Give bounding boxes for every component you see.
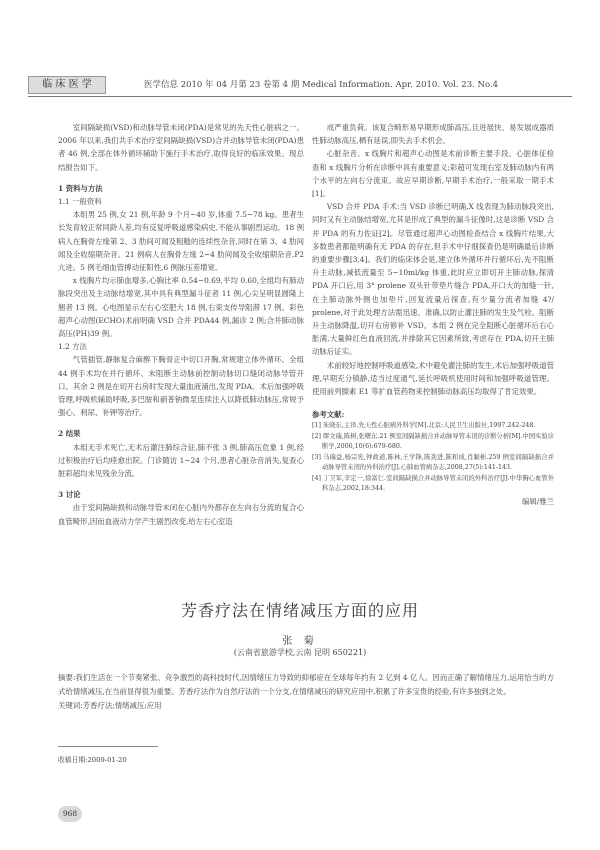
body-paragraph: 由于室间隔缺损和动脉导管未闭在心脏内外都存在左向右分流的复合心血管畸形,因而血液动力学产生剧烈改变,给左右心室造 <box>58 503 304 526</box>
body-paragraph: x 线胸片均示肺血增多,心胸比率 0.54~0.69,平均 0.60,全组均有肺动脉段突出及主动脉结增宽,其中具有典型漏斗征者 11 例,心尖呈明显圆隆上翘者 13 例。心电图显示左右心室肥大 18 例,右束支传导阻滞 17 例。彩色超声心动图(ECHO)术前明确 VSD 合并 PDA44 例,漏诊 2 例;合并肺动脉高压(PH)39 例。 <box>58 276 304 339</box>
body-paragraph: 本组无手术死亡,无术后灌注肺综合征,肺不张 3 例,肺高压危象 1 例,经过积极治疗后均痊愈出院。门诊随访 1~24 个月,患者心脏杂音消失,复查心脏彩超均未见残余分流。 <box>58 442 304 479</box>
article-author: 张 菊 <box>282 636 318 647</box>
editor-credit: 编辑/雅兰 <box>521 496 554 506</box>
body-paragraph: 心脏杂音、x 线胸片和超声心动图是术前诊断主要手段。心脏体征检查和 x 线胸片分析在诊断中具有重要意义;彩超可发现右室及肺动脉内有两个水平的左向右分流束。故应早期诊断,早期手术治疗,一般采取一期手术[1]。 <box>312 149 554 199</box>
reference-number: [1] <box>312 422 323 430</box>
section-heading: 2 结果 <box>58 429 81 439</box>
body-paragraph: 成严重负荷。该复合畸形易早期形成肺高压,且进展快、易发展成器质性肺动脉高压,栖有延误,即失去手术机会。 <box>312 123 554 146</box>
footnote-rule <box>58 746 158 747</box>
spacer <box>58 419 304 427</box>
reference-item: [1] 朱晓东,主译.先天性心脏病外科学[M].北京:人民卫生出版社,1997.242-248. <box>312 422 536 430</box>
received-date: 收稿日期:2009-01-20 <box>58 756 127 764</box>
references-heading: 参考文献: <box>312 410 345 420</box>
page-number: 968 <box>58 806 82 822</box>
article-affiliation: (云南省旅游学校,云南 昆明 650221) <box>233 648 367 657</box>
section-heading: 1 资料与方法 <box>58 183 103 193</box>
section-heading: 3 讨论 <box>58 490 81 500</box>
article-abstract <box>58 671 554 713</box>
left-column <box>58 121 304 595</box>
body-paragraph: VSD 合并 PDA 手术:当 VSD 诊断已明确,X 线表现为肺动脉段突出,同时又有主动脉结增宽,尤其是形成了典型的漏斗征像时,这是诊断 VSD 合并 PDA 的有力佐证[2]。尽管通过超声心动图检查结合 x 线胸片结果,大多数患者都能明确有无 PDA 的存在,但手术中仔细探查仍是明确最后诊断的重要步骤[3,4]。我们的临床体会是,建立体外循环并行循环后,先不阻断升主动脉,减低流量至 5~10ml/kg 体重,此时应立即切开主肺动脉,探清 PDA 开口后,用 3° prolene 双头针带垫片缝合 PDA,开口大的加缝一针,在主肺动脉外侧也加垫片,回复流量后探查,有少量分流者加缝 4?/ prolene,对于此处理方法需迅速、准确,以防止灌注肺的发生及气栓。阻断升主动脉降温,切开右房修补 VSD。本组 2 例在完全阻断心脏循环后右心胀满,大量鲜红色血液回流,并排除其它因素所致,考虑存在 PDA,切开主肺动脉后证实。 <box>312 202 554 357</box>
spacer <box>58 480 304 488</box>
reference-number: [2] <box>312 432 323 440</box>
right-column <box>312 121 554 595</box>
reference-number: [4] <box>312 474 323 482</box>
body-paragraph: 气管插管,静脉复合麻醉下胸骨正中切口开胸,常规建立体外循环。全组 44 例手术均在并行循环、未阻断主动脉前控制动脉切口缝闭动脉导管开口。其余 2 例是在切开右房时发现大量血液涌出,发现 PDA。术后加强呼吸管理,呼吸机辅助呼吸,多巴胺和硝普钠微泵连续注入以降低肺动脉压,常规予强心、利尿、补钾等治疗。 <box>58 355 304 418</box>
keywords-text: 关键词:芳香疗法;情绪减压;应用 <box>58 701 162 710</box>
subsection-heading: 1.1 一般资料 <box>58 197 102 207</box>
body-paragraph: 室间隔缺损(VSD)和动脉导管未闭(PDA)是常见的先天性心脏病之一。2006 年以来,我们共手术治疗室间隔缺损(VSD)合并动脉导管未闭(PDA)患者 46 例,全部在体外循环辅助下施行手术治疗,取得良好的临床效果。现总结报告如下。 <box>58 123 304 172</box>
body-paragraph: 术前较好地控制呼吸道感染,术中避免灌注肺的发生,术后加强呼吸道管理,早期充分镇静,适当过度通气,延长呼吸机使用时间和加强呼吸道管理。使用前列腺素 E1 等扩血管药物来控制肺动脉高压均取得了肯定效果。 <box>312 360 554 397</box>
body-paragraph: 本组男 25 例,女 21 例,年龄 9 个月~40 岁,体重 7.5~78 kg。患者生长发育较正常同龄人差,均有反复呼吸道感染病史,不能从事剧烈运动。18 例病人在胸骨左缘第 2、3 肋间可闻及粗糙的连续性杂音,同时在第 3、4 肋间闻及全收缩期杂音。21 例病人在胸骨左缘 2~4 肋间闻及全收缩期杂音,P2 亢进。5 例毛细血管搏动征阳性,6 例脉压差增宽。 <box>58 210 304 273</box>
reference-number: [3] <box>312 453 324 461</box>
section-tag: 临 床 医 学 <box>28 76 106 94</box>
header-rule <box>28 96 572 97</box>
journal-header: 医学信息 2010 年 04 月第 23 卷第 4 期 Medical Information. Apr. 2010. Vol. 23. No.4 <box>144 80 499 90</box>
reference-item: [2] 缪文瑞,陈树,张曙东.21 例室间隔缺损合并动脉导管未闭的诊断分析[M].中国实验诊断学,2006,10(6):679-680. <box>312 432 555 451</box>
reference-item: [4] 丁卫军,辛定一,徐富仁.室间隔缺损合并动脉导管未闭的外科治疗[J].中华胸心血管外科杂志,2002,18:344. <box>312 474 554 493</box>
subsection-heading: 1.2 方法 <box>58 342 87 352</box>
abstract-text: 摘要:我们生活在一个节奏紧张、竞争激烈的高科技时代,因情绪压力导致的抑郁症在全球每年约有 2 亿到 4 亿人。因而正确了解情绪压力,运用恰当的方式给情绪减压,在当前显得很为重要。芳香疗法作为自然疗法的一个分支,在情绪减压的研究应用中,积累了许多宝贵的经验,有许多独到之处。 <box>58 673 554 696</box>
reference-item: [3] 马瑞益,杨宗宪,钟政道,陈林,王学锋,陈劲进,陈和成,肖颖彬.259 例室间隔缺损合并动脉导管未闭的外科治疗[J].心肺血管病杂志,2008,27(5):141-143. <box>312 453 554 472</box>
spacer <box>312 398 554 406</box>
spacer <box>58 174 304 182</box>
article-title: 芳香疗法在情绪减压方面的应用 <box>180 601 419 620</box>
